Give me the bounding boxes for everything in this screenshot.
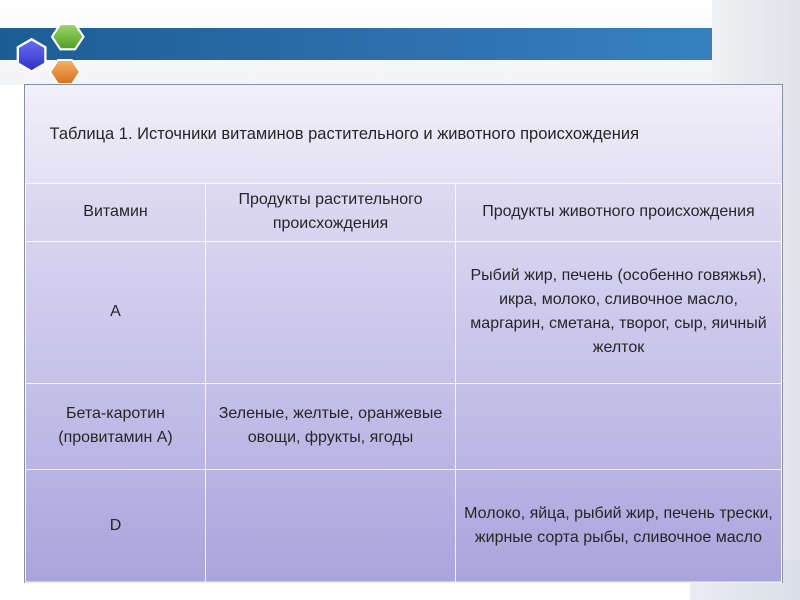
table-row: [26, 241, 782, 383]
table-header-row: [26, 183, 782, 241]
table-title: Таблица 1. Источники витаминов растительного и животного происхождения: [26, 85, 782, 183]
animal-cell: Рыбий жир, печень (особенно говяжья), икра, молоко, сливочное масло, маргарин, сметана, творог, сыр, яичный желток: [456, 241, 782, 383]
table-row: [26, 469, 782, 582]
plant-cell: Зеленые, желтые, оранжевые овощи, фрукты, ягоды: [206, 383, 456, 469]
plant-cell: [206, 241, 456, 383]
table-row: [26, 383, 782, 469]
orange-hexagon: [50, 60, 80, 84]
vitamin-cell: Бета-каротин (провитамин А): [26, 383, 206, 469]
vitamin-cell: D: [26, 469, 206, 582]
vitamin-cell: A: [26, 241, 206, 383]
header-animal-products: Продукты животного происхождения: [456, 183, 782, 241]
header-vitamin: Витамин: [26, 183, 206, 241]
animal-cell: Молоко, яйца, рыбий жир, печень трески, жирные сорта рыбы, сливочное масло: [456, 469, 782, 582]
vitamin-table: [25, 85, 782, 583]
blue-hexagon: [18, 39, 46, 71]
green-hexagon: [52, 24, 84, 49]
animal-cell: [456, 383, 782, 469]
table-title-row: [26, 85, 782, 183]
vitamin-sources-table: [24, 84, 783, 583]
hexagon-logo-icon: [8, 18, 100, 90]
header-plant-products: Продукты растительного происхождения: [206, 183, 456, 241]
plant-cell: [206, 469, 456, 582]
header-blue-stripe: [0, 28, 800, 60]
